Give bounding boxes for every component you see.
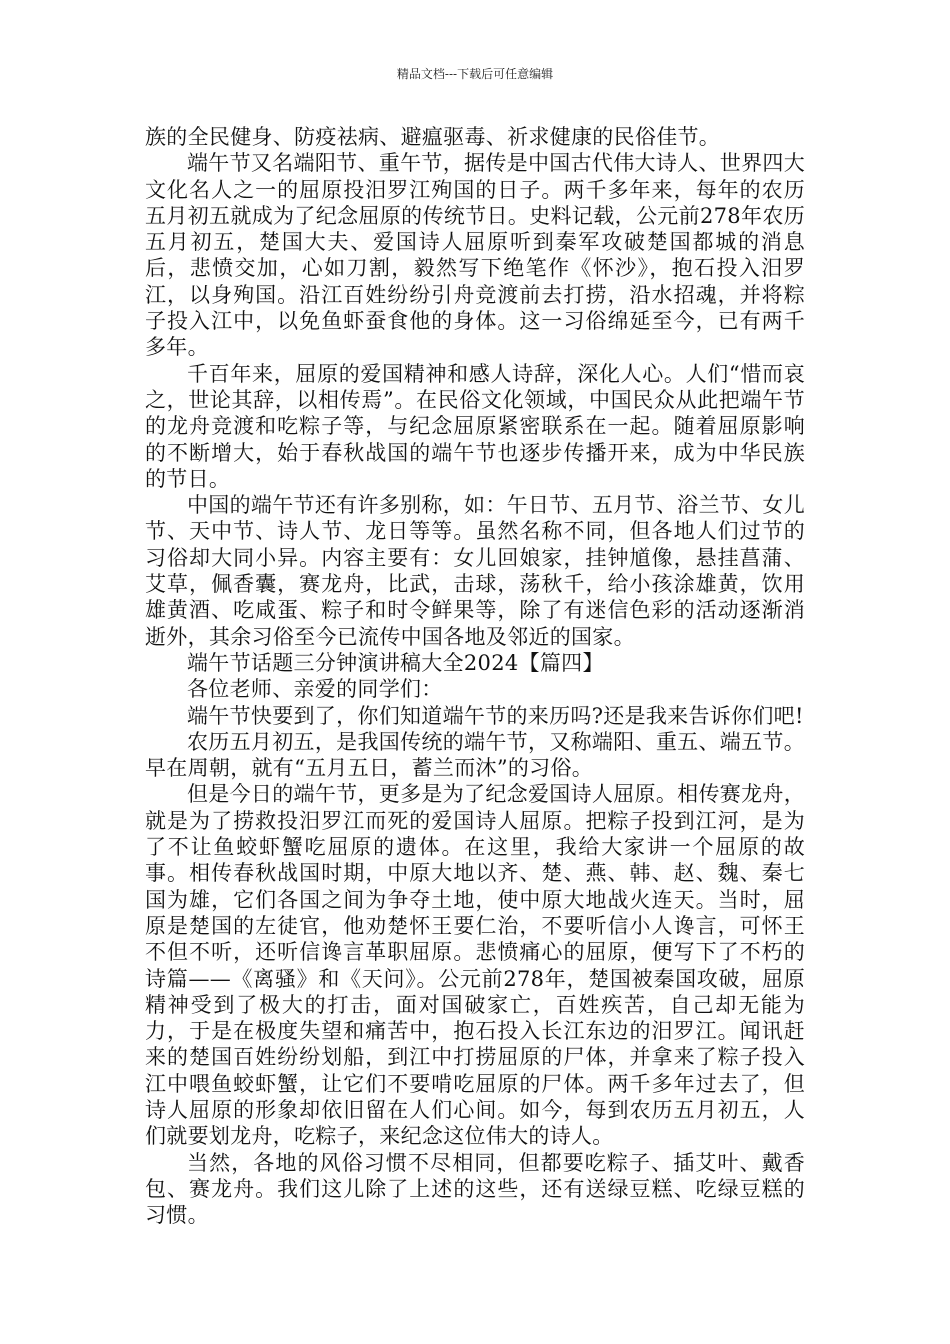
paragraph: 端午节又名端阳节、重午节，据传是中国古代伟大诗人、世界四大文化名人之一的屈原投汨罗江殉国的日子。两千多年来，每年的农历五月初五就成为了纪念屈原的传统节日。史料记载，公元前278年农历五月初五，楚国大夫、爱国诗人屈原听到秦军攻破楚国都城的消息后，悲愤交加，心如刀割，毅然写下绝笔作《怀沙》，抱石投入汨罗江，以身殉国。沿江百姓纷纷引舟竞渡前去打捞，沿水招魂，并将粽子投入江中，以免鱼虾蚕食他的身体。这一习俗绵延至今，已有两千多年。 — [145, 151, 805, 360]
page-header: 精品文档---下载后可任意编辑 — [396, 67, 554, 81]
salutation: 各位老师、亲爱的同学们： — [187, 677, 443, 702]
paragraph: 中国的端午节还有许多别称，如：午日节、五月节、浴兰节、女儿节、天中节、诗人节、龙日等等。虽然名称不同，但各地人们过节的习俗却大同小异。内容主要有：女儿回娘家，挂钟馗像，悬挂菖蒲、艾草，佩香囊，赛龙舟，比武，击球，荡秋千，给小孩涂雄黄，饮用雄黄酒、吃咸蛋、粽子和时令鲜果等，除了有迷信色彩的活动逐渐消逝外，其余习俗至今已流传中国各地及邻近的国家。 — [145, 493, 805, 649]
paragraph: 千百年来，屈原的爱国精神和感人诗辞，深化人心。人们“惜而哀之，世论其辞，以相传焉”。在民俗文化领域，中国民众从此把端午节的龙舟竞渡和吃粽子等，与纪念屈原紧密联系在一起。随着屈原影响的不断增大，始于春秋战国的端午节也逐步传播开来，成为中华民族的节日。 — [145, 361, 805, 491]
paragraph: 当然，各地的风俗习惯不尽相同，但都要吃粽子、插艾叶、戴香包、赛龙舟。我们这儿除了上述的这些，还有送绿豆糕、吃绿豆糕的习惯。 — [145, 1150, 805, 1228]
section-heading: 端午节话题三分钟演讲稿大全2024【篇四】 — [187, 650, 604, 675]
document-body — [145, 124, 805, 1228]
paragraph: 但是今日的端午节，更多是为了纪念爱国诗人屈原。相传赛龙舟，就是为了捞救投汨罗江而死的爱国诗人屈原。把粽子投到江河，是为了不让鱼蛟虾蟹吃屈原的遗体。在这里，我给大家讲一个屈原的故事。相传春秋战国时期，中原大地以齐、楚、燕、韩、赵、魏、秦七国为雄，它们各国之间为争夺土地，使中原大地战火连天。当时，屈原是楚国的左徒官，他劝楚怀王要仁治，不要听信小人谗言，可怀王不但不听，还听信谗言革职屈原。悲愤痛心的屈原，便写下了不朽的诗篇——《离骚》和《天问》。公元前278年，楚国被秦国攻破，屈原精神受到了极大的打击，面对国破家亡，百姓疾苦，自己却无能为力，于是在极度失望和痛苦中，抱石投入长江东边的汨罗江。闻讯赶来的楚国百姓纷纷划船，到江中打捞屈原的尸体，并拿来了粽子投入江中喂鱼蛟虾蟹，让它们不要啃吃屈原的尸体。两千多年过去了，但诗人屈原的形象却依旧留在人们心间。如今，每到农历五月初五，人们就要划龙舟，吃粽子，来纪念这位伟大的诗人。 — [145, 782, 805, 1149]
paragraph: 族的全民健身、防疫祛病、避瘟驱毒、祈求健康的民俗佳节。 — [145, 125, 721, 149]
paragraph: 端午节快要到了，你们知道端午节的来历吗?还是我来告诉你们吧! — [187, 703, 804, 728]
paragraph: 农历五月初五，是我国传统的端午节，又称端阳、重五、端五节。早在周朝，就有“五月五日，蓄兰而沐”的习俗。 — [145, 729, 805, 781]
